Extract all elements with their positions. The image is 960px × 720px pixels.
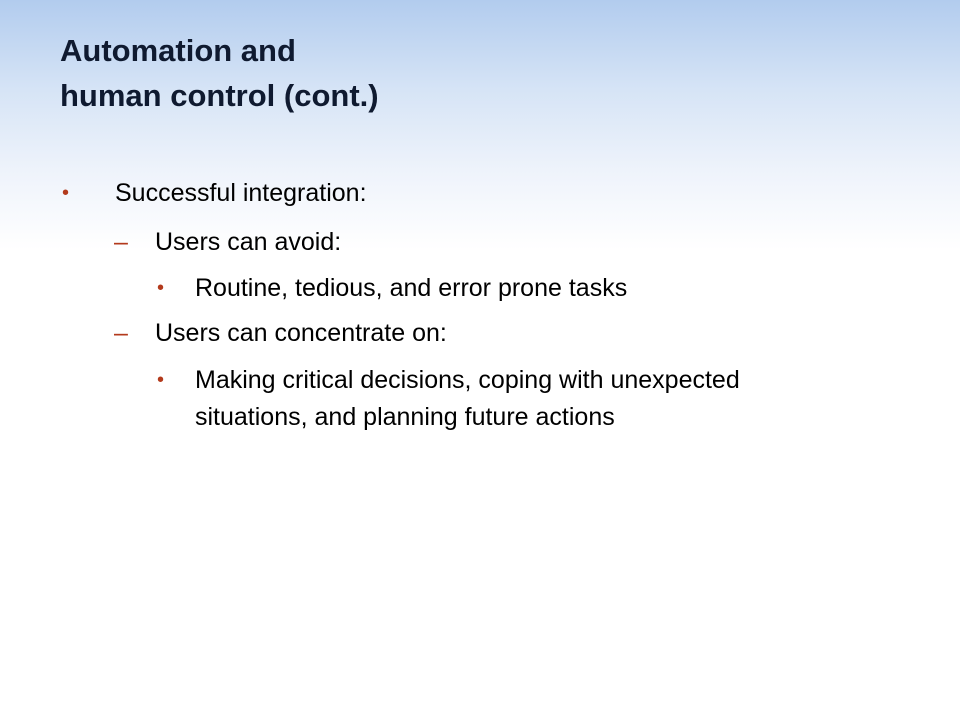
slide-title bbox=[60, 28, 900, 118]
bullet-level1-text: Successful integration: bbox=[115, 179, 367, 207]
dash-icon: – bbox=[114, 319, 128, 347]
dash-icon: – bbox=[114, 228, 128, 256]
bullet-level3-text-line1: Making critical decisions, coping with unexpected bbox=[195, 366, 740, 394]
bullet-level3-text-line2: situations, and planning future actions bbox=[195, 403, 615, 431]
title-line-1: Automation and bbox=[60, 33, 296, 68]
bullet-icon: • bbox=[157, 369, 165, 391]
bullet-level2-text: Users can avoid: bbox=[155, 228, 342, 256]
title-line-2: human control (cont.) bbox=[60, 78, 379, 113]
bullet-icon: • bbox=[157, 277, 165, 299]
bullet-level2-text: Users can concentrate on: bbox=[155, 319, 447, 347]
bullet-icon: • bbox=[62, 182, 70, 204]
bullet-level3-text: Routine, tedious, and error prone tasks bbox=[195, 274, 628, 302]
